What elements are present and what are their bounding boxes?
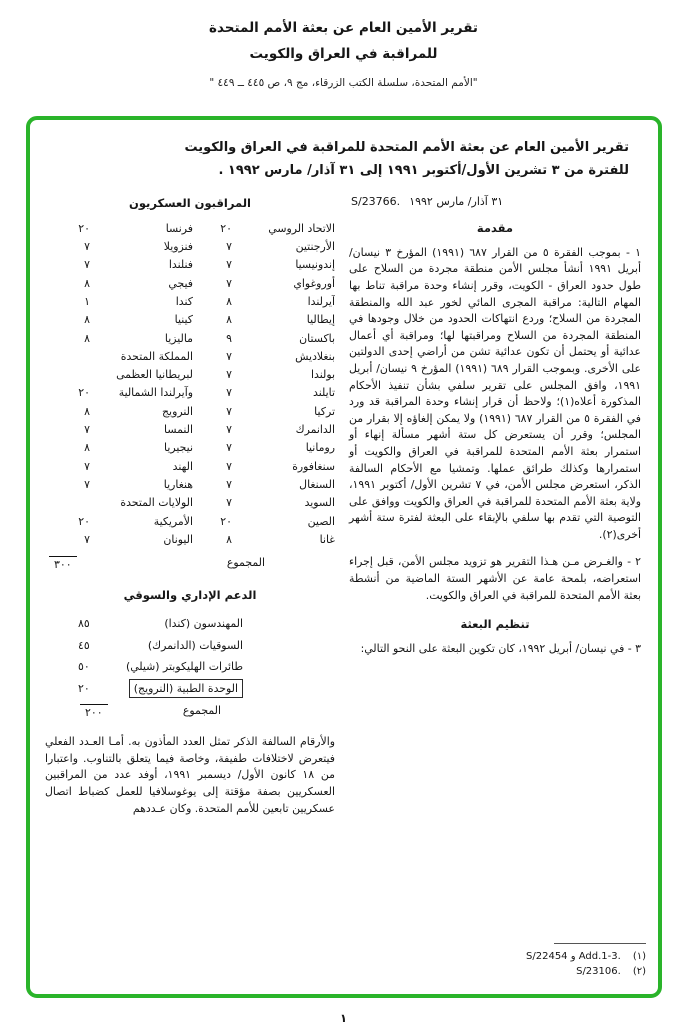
observers-table-body: [45, 220, 335, 549]
observer-country: الولايات المتحدة: [120, 496, 193, 510]
observer-count: ٨: [84, 276, 90, 290]
paragraph-2: ٢ - والغـرض مـن هـذا التقرير هو تزويد مجلس الأمن، قبل إجراء استعراضه، بلمحة عامة عن الأشهر الستة الماضية من أنشطة بعثة الأمم المتحدة للمراقبة في العراق والكويت.: [349, 555, 641, 602]
support-value: ٥٠: [78, 660, 90, 674]
observer-country: الدانمرك: [295, 423, 335, 437]
observer-count: ٧: [84, 258, 90, 272]
observer-count: ٧: [84, 240, 90, 254]
observer-count: ٨: [84, 313, 90, 327]
support-label: الوحدة الطبية (النرويج): [129, 679, 243, 698]
footnote-separator: [554, 943, 646, 944]
observer-count: ٧: [84, 477, 90, 491]
observer-country: فنزويلا: [163, 240, 193, 254]
footnotes: [526, 943, 646, 979]
report-title-line1: تقرير الأمين العام عن بعثة الأمم المتحدة للمراقبة في العراق والكويت: [184, 140, 629, 155]
header-source-line: "الأمم المتحدة، سلسلة الكتب الزرقاء، مج ٩، ص ٤٤٥ ــ ٤٤٩ ": [209, 76, 478, 89]
paragraph-3: ٣ - في نيسان/ أبريل ١٩٩٢، كان تكوين البعثة على النحو التالي:: [360, 642, 641, 656]
document-reference-line: [349, 195, 641, 208]
observer-country: بنغلاديش: [295, 349, 335, 363]
observer-country: الأمريكية: [153, 514, 193, 528]
observer-country: الهند: [172, 459, 193, 473]
observer-country: الصين: [307, 514, 335, 528]
header-title-line1: تقرير الأمين العام عن بعثة الأمم المتحدة: [209, 20, 478, 36]
organization-heading: تنظيم البعثة: [460, 617, 530, 632]
support-total-value: ٢٠٠: [80, 704, 108, 719]
observer-count: ٢٠: [78, 386, 90, 400]
observer-country: فنلندا: [168, 258, 193, 272]
footnote: [526, 949, 646, 964]
observer-country: أوروغواي: [293, 276, 335, 290]
observers-total-label: المجموع: [226, 556, 265, 570]
observer-count: ١: [84, 294, 90, 308]
support-value: ٨٥: [78, 617, 90, 631]
observer-count: [54, 348, 90, 366]
observer-country: الاتحاد الروسي: [268, 221, 335, 235]
support-label: المهندسون (كندا): [164, 617, 243, 631]
observer-count: ٨: [84, 404, 90, 418]
observer-count: ٧: [84, 459, 90, 473]
observer-count: ٧: [226, 404, 232, 418]
notes-paragraph: والأرقام السالفة الذكر تمثل العدد المأذون به. أمـا العـدد الفعلي فيتعرض لاختلافات طفيفة، وخاصة فيما يتعلق بالتناوب. واعتبارا من ١٨ كانون الأول/ ديسمبر ١٩٩١، أوفد عدد من المراقبين العسكريين بصفة مؤقتة إلى يوغوسلافيا للعمل كضباط اتصال عسكريين تابعين للأمم المتحدة. وكان عـددهم: [45, 735, 335, 815]
observer-country: إيطاليا: [306, 313, 335, 327]
observer-country: إندونيسيا: [295, 258, 335, 272]
support-value: ٢٠: [78, 681, 90, 695]
observer-country: الأرجنتين: [295, 240, 335, 254]
footnote: [526, 964, 646, 979]
footnote-marker: (١): [632, 951, 646, 962]
observer-count: ٧: [226, 368, 232, 382]
footnote-text: S/23106.: [576, 966, 621, 977]
observer-country: سنغافورة: [292, 459, 335, 473]
footnote-text: S/22454 و Add.1-3.: [526, 951, 621, 962]
observer-count: ٧: [84, 532, 90, 546]
observer-country: بولندا: [310, 368, 335, 382]
military-observers-heading: المراقبون العسكريون: [129, 195, 251, 210]
report-frame: [26, 116, 662, 998]
observer-country: النرويج: [162, 404, 193, 418]
observer-count: ٢٠: [220, 514, 232, 528]
paragraph-1: ١ - بموجب الفقرة ٥ من القرار ٦٨٧ (١٩٩١) المؤرخ ٣ نيسان/ أبريل ١٩٩١ أنشأ مجلس الأمن منطقة مجردة من السلاح على طول حدود العراق - الكويت، وقرر إنشاء وحدة مراقبة تناط بها المهام التالية: مراقبة المجرى المائي لخور عبد الله والمنطقة المجردة من السلاح؛ وردع انتهاكات الحدود من خلال وجودها في المنطقة المجردة من السلاح ومراقبتها لها؛ ومراقبة أي أعمال عدائية أو يحتمل أن تكون عدائية تشن من أراضي إحدى الدولتين على الأخرى. وبموجب القرار ٦٨٩ (١٩٩١) المؤرخ ٩ نيسان/ أبريل ١٩٩١، وافق المجلس على تقرير سلفي بشأن تنفيذ الأحكام المذكورة أعلاه(١)؛ ولاحظ أن قرار إنشاء وحدة المراقبة قد ورد في الفقرة ٥ من القرار ٦٨٧ (١٩٩١) ولا يمكن إلغاؤه إلا بقرار من المجلس؛ وقرر أن يستعرض كل ستة أشهر مسألة إنهاء أو استمرار بعثة الأمم المتحدة للمراقبة في العراق والكويت أو استمرارها وكذلك طرائق عملها. وتمشيا مع الأحكام السالفة الذكر، استعرض مجلس الأمن، في ٧ تشرين الأول/ أكتوبر ١٩٩١، ولاية بعثة الأمم المتحدة للمراقبة في العراق والكويت ووافق على التوصية التي تقدم بها سلفي بالإبقاء على البعثة لفترة ستة أشهر أخرى(٢).: [349, 245, 642, 541]
support-table-body: [78, 613, 243, 699]
observer-count: ٧: [226, 276, 232, 290]
observer-count: ٧: [226, 349, 232, 363]
observer-count: ٨: [226, 294, 232, 308]
observer-country: اليونان: [163, 532, 193, 546]
observer-country: فيجي: [168, 276, 193, 290]
page-header: [0, 0, 687, 89]
support-label: طائرات الهليكوبتر (شيلي): [125, 660, 243, 674]
observer-count: ٢٠: [78, 514, 90, 528]
main-text-column: [349, 195, 641, 817]
support-row: [78, 678, 243, 700]
header-title-line2: للمراقبة في العراق والكويت: [249, 46, 438, 63]
two-column-layout: [45, 195, 641, 817]
observer-country: فرنسا: [165, 221, 193, 235]
observer-country: السويد: [304, 496, 335, 510]
footnote-marker: (٢): [632, 966, 646, 977]
introduction-heading: مقدمة: [476, 220, 514, 235]
observer-count: ٧: [226, 240, 232, 254]
observer-count: ٧: [226, 258, 232, 272]
observer-count: ٧: [226, 459, 232, 473]
support-row: [78, 635, 243, 657]
observer-country: هنغاريا: [163, 477, 193, 491]
support-label: السوقيات (الدانمرك): [147, 638, 243, 652]
observer-count: ٢٠: [220, 221, 232, 235]
observer-count: ٧: [226, 477, 232, 491]
document-date: ٣١ آذار/ مارس ١٩٩٢: [409, 194, 504, 208]
document-symbol: S/23766.: [351, 194, 401, 208]
observer-country: غانا: [319, 532, 335, 546]
observer-count: ٧: [226, 441, 232, 455]
observer-country: وآيرلندا الشمالية: [118, 386, 193, 400]
support-table: [78, 613, 243, 719]
report-title-line2: للفترة من ٣ تشرين الأول/أكتوبر ١٩٩١ إلى ٣١ آذار/ مارس ١٩٩٢ .: [218, 163, 629, 179]
observer-country: آيرلندا: [307, 294, 335, 308]
observer-country: لبريطانيا العظمى: [116, 368, 193, 382]
observers-total-row: [45, 556, 335, 571]
support-total-label: المجموع: [182, 704, 221, 718]
observer-country: السنغال: [299, 477, 335, 491]
observer-country: المملكة المتحدة: [120, 349, 193, 363]
observer-count: ٨: [226, 532, 232, 546]
support-value: ٤٥: [78, 638, 90, 652]
observer-count: ٧: [226, 496, 232, 510]
support-row: [78, 613, 243, 635]
observer-count: ٢٠: [78, 221, 90, 235]
observer-country: تركيا: [314, 404, 335, 418]
tables-column: [45, 195, 335, 817]
support-total-row: [78, 704, 243, 719]
observer-country: رومانيا: [305, 441, 335, 455]
observer-country: ماليزيا: [164, 331, 193, 345]
observers-total-value: ٣٠٠: [49, 556, 77, 571]
observer-count: ٧: [84, 423, 90, 437]
observer-count: ٨: [84, 331, 90, 345]
admin-logistic-support-heading: الدعم الإداري والسوقي: [123, 588, 257, 603]
observer-count: ٧: [226, 386, 232, 400]
observer-country: كينيا: [174, 313, 193, 327]
report-title: [45, 134, 641, 183]
observer-count: ٩: [226, 331, 232, 345]
observer-country: كندا: [175, 294, 193, 308]
page-number: ١: [339, 1011, 348, 1025]
observer-count: ٧: [226, 423, 232, 437]
observer-count: ٨: [226, 313, 232, 327]
observer-country: باكستان: [299, 331, 335, 345]
observer-country: النمسا: [164, 423, 193, 437]
support-row: [78, 656, 243, 678]
observer-count: [54, 366, 90, 384]
observer-count: ٨: [84, 441, 90, 455]
observer-count: [54, 494, 90, 512]
observer-country: نيجيريا: [164, 441, 193, 455]
observer-country: تايلند: [313, 386, 335, 400]
